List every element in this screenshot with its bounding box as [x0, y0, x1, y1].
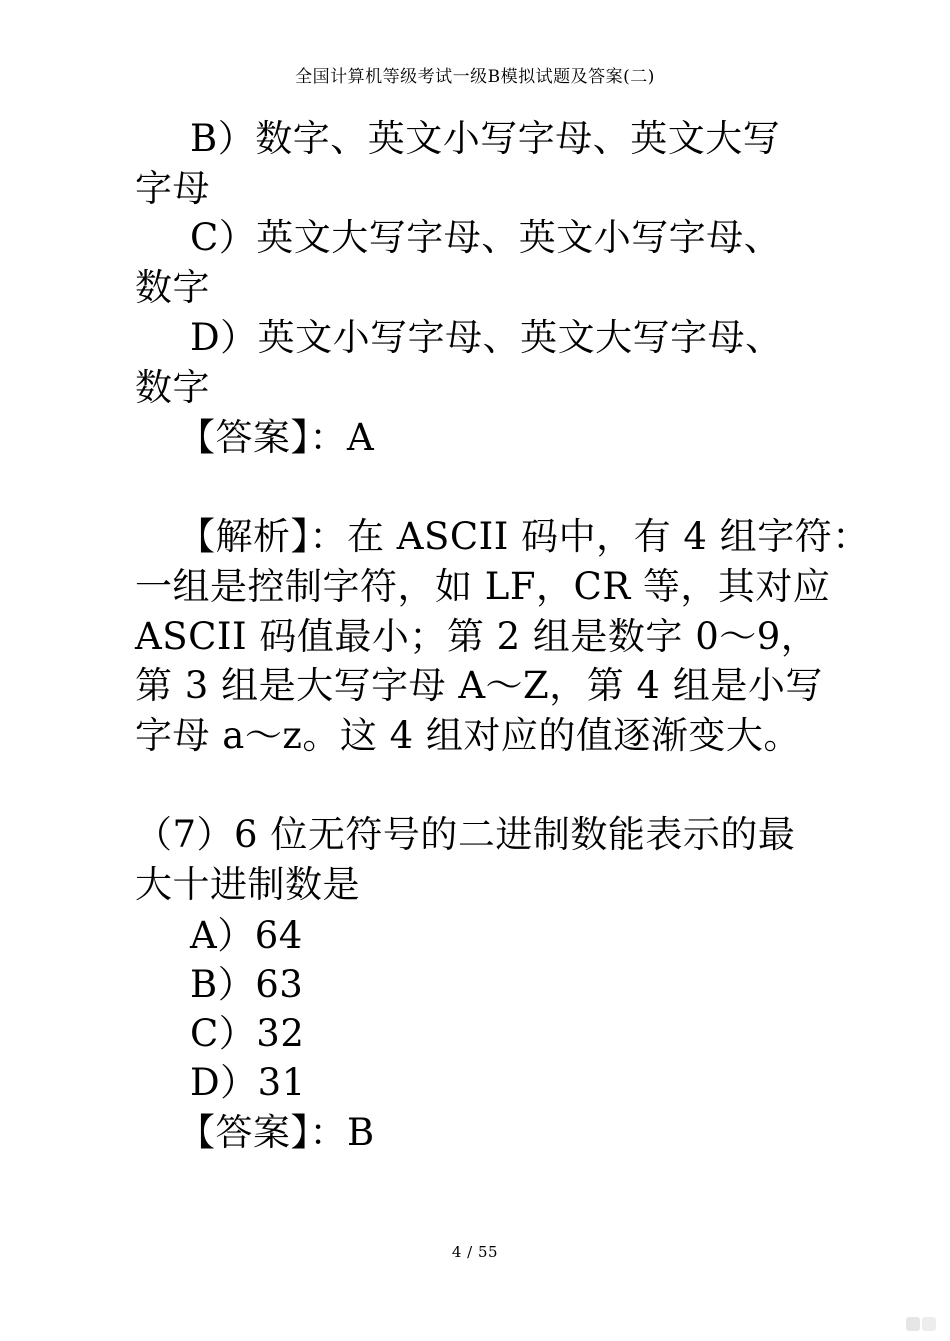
option-c-line-1: C）英文大写字母、英文小写字母、 — [190, 216, 782, 259]
option-c-line-2: 数字 — [135, 266, 210, 309]
option-d-line-1: D）英文小写字母、英文大写字母、 — [190, 316, 783, 359]
page-number: 4 / 55 — [451, 1243, 499, 1261]
question-7-option-b: B）63 — [190, 963, 304, 1006]
question-7-option-d: D）31 — [190, 1061, 306, 1104]
analysis-line-2: 一组是控制字符，如 LF，CR 等，其对应 — [135, 565, 831, 608]
question-7-line-1: （7）6 位无符号的二进制数能表示的最 — [135, 813, 796, 856]
corner-watermark-icon — [904, 1313, 938, 1335]
analysis-line-3: ASCII 码值最小；第 2 组是数字 0～9， — [135, 615, 819, 658]
analysis-line-1: 【解析】：在 ASCII 码中，有 4 组字符： — [178, 515, 870, 558]
option-d-line-2: 数字 — [135, 366, 210, 409]
answer-line: 【答案】：A — [178, 416, 375, 459]
page-header-title: 全国计算机等级考试一级B模拟试题及答案(二) — [295, 67, 655, 87]
question-7-option-a: A）64 — [190, 914, 303, 957]
option-b-line-1: B）数字、英文小写字母、英文大写 — [190, 117, 781, 160]
analysis-line-4: 第 3 组是大写字母 A～Z，第 4 组是小写 — [135, 664, 823, 707]
question-7-answer: 【答案】：B — [178, 1111, 375, 1154]
analysis-line-5: 字母 a～z。这 4 组对应的值逐渐变大。 — [135, 714, 801, 757]
option-b-line-2: 字母 — [135, 167, 210, 210]
question-7-line-2: 大十进制数是 — [135, 863, 360, 906]
question-7-option-c: C）32 — [190, 1012, 305, 1055]
